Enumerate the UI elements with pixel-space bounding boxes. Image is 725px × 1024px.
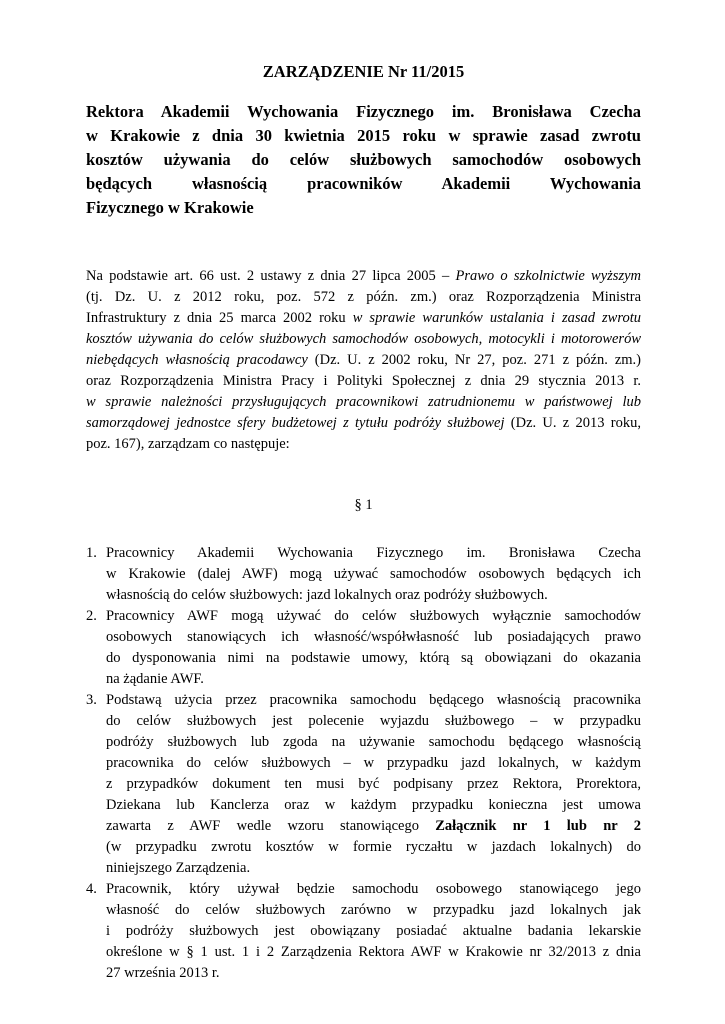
item-line: własnością do celów służbowych: jazd lokalnych oraz podróży służbowych.: [106, 587, 548, 603]
item-line: i podróży służbowych jest obowiązany posiadać aktualne badania lekarskie: [106, 923, 641, 939]
document-subtitle: [86, 100, 641, 220]
item-line: Dziekana lub Kanclerza oraz w każdym przypadku konieczna jest umowa: [106, 797, 641, 813]
preamble-line: (tj. Dz. U. z 2012 roku, poz. 572 z późn. zm.) oraz Rozporządzenia Ministra: [86, 289, 641, 305]
subtitle-line: kosztów używania do celów służbowych samochodów osobowych: [86, 150, 641, 169]
preamble-text: (Dz. U. z 2013 roku,: [504, 415, 641, 431]
item-line: własność do celów służbowych zarówno w przypadku jazd lokalnych jak: [106, 902, 641, 918]
item-line: Pracownik, który używał będzie samochodu osobowego stanowiącego jego: [106, 881, 641, 897]
preamble-line: [86, 266, 641, 287]
item-line: Pracownicy Akademii Wychowania Fizycznego im. Bronisława Czecha: [106, 545, 641, 561]
attachment-reference: Załącznik nr 1 lub nr 2: [435, 818, 641, 834]
subtitle-line: Rektora Akademii Wychowania Fizycznego im. Bronisława Czecha: [86, 102, 641, 121]
list-item: [86, 606, 641, 690]
item-number: 2.: [86, 608, 97, 624]
item-line: określone w § 1 ust. 1 i 2 Zarządzenia Rektora AWF w Krakowie nr 32/2013 z dnia: [106, 944, 641, 960]
preamble-text: (Dz. U. z 2002 roku, Nr 27, poz. 271 z późn. zm.): [307, 352, 642, 368]
item-line: (w przypadku zwrotu kosztów w formie ryczałtu w jazdach lokalnych) do: [106, 839, 641, 855]
item-line: z przypadków dokument ten musi być podpisany przez Rektora, Prorektora,: [106, 776, 641, 792]
list-item: [86, 690, 641, 879]
preamble-line: [86, 413, 641, 434]
list-item: [86, 879, 641, 984]
subtitle-line: Fizycznego w Krakowie: [86, 198, 254, 217]
item-line: w Krakowie (dalej AWF) mogą używać samochodów osobowych będących ich: [106, 566, 641, 582]
item-line: 27 września 2013 r.: [106, 965, 220, 981]
preamble-paragraph: [86, 266, 641, 455]
preamble-line: w sprawie należności przysługujących pracownikowi zatrudnionemu w państwowej lub: [86, 394, 641, 410]
preamble-line: [86, 308, 641, 329]
preamble-line: poz. 167), zarządzam co następuje:: [86, 436, 290, 452]
preamble-italic-text: Prawo o szkolnictwie wyższym: [455, 268, 641, 284]
item-line: osobowych stanowiących ich własność/współwłasność lub posiadających prawo: [106, 629, 641, 645]
item-line: podróży służbowych lub zgoda na używanie samochodu będącego własnością: [106, 734, 641, 750]
document-page: [86, 60, 641, 984]
item-line: do dysponowania nimi na podstawie umowy, którą są obowiązani do okazania: [106, 650, 641, 666]
preamble-line: kosztów używania do celów służbowych samochodów osobowych, motocykli i motorowerów: [86, 331, 641, 347]
item-line: niniejszego Zarządzenia.: [106, 860, 251, 876]
item-line: do celów służbowych jest polecenie wyjazdu służbowego – w przypadku: [106, 713, 641, 729]
preamble-line: [86, 350, 641, 371]
item-line: pracownika do celów służbowych – w przypadku jazd lokalnych, w każdym: [106, 755, 641, 771]
section-heading: § 1: [354, 497, 373, 513]
item-number: 1.: [86, 545, 97, 561]
item-number: 3.: [86, 692, 97, 708]
preamble-italic-text: samorządowej jednostce sfery budżetowej z tytułu podróży służbowej: [86, 415, 505, 431]
preamble-text: Na podstawie art. 66 ust. 2 ustawy z dnia 27 lipca 2005 –: [86, 268, 456, 284]
preamble-italic-text: niebędących własnością pracodawcy: [86, 352, 308, 368]
preamble-text: Infrastruktury z dnia 25 marca 2002 roku: [86, 310, 353, 326]
item-line: na żądanie AWF.: [106, 671, 204, 687]
item-line: Podstawą użycia przez pracownika samochodu będącego własnością pracownika: [106, 692, 641, 708]
subtitle-line: będących własnością pracowników Akademii Wychowania: [86, 174, 641, 193]
preamble-italic-text: w sprawie warunków ustalania i zasad zwrotu: [352, 310, 641, 326]
item-text: zawarta z AWF wedle wzoru stanowiącego: [106, 818, 436, 834]
subtitle-line: w Krakowie z dnia 30 kwietnia 2015 roku w sprawie zasad zwrotu: [86, 126, 641, 145]
document-title: ZARZĄDZENIE Nr 11/2015: [262, 62, 465, 81]
item-number: 4.: [86, 881, 97, 897]
list-item: [86, 543, 641, 606]
item-line: Pracownicy AWF mogą używać do celów służbowych wyłącznie samochodów: [106, 608, 641, 624]
item-line: [106, 816, 641, 837]
provisions-list: [86, 543, 641, 984]
preamble-line: oraz Rozporządzenia Ministra Pracy i Polityki Społecznej z dnia 29 stycznia 2013 r.: [86, 373, 641, 389]
